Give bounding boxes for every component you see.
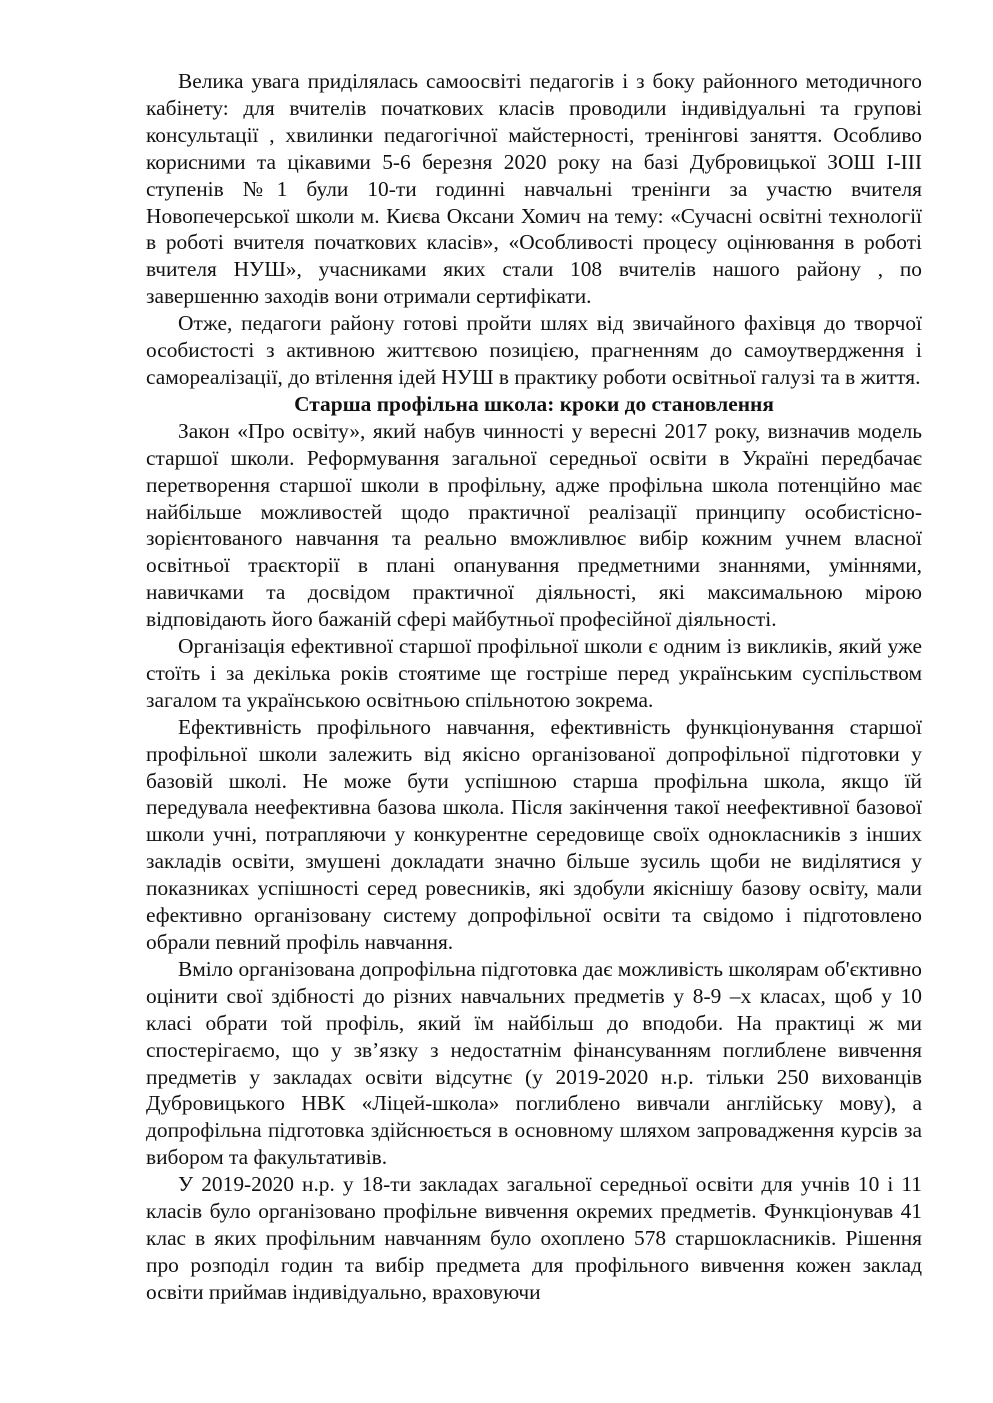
paragraph-conclusion: Отже, педагоги району готові пройти шлях від звичайного фахівця до творчої особистості з активною життєвою позицією, прагненням до самоутвердження і самореалізації, до втілення ідей НУШ в практику роботи освітньої галузі та в життя. [146,311,922,389]
section-heading: Старша профільна школа: кроки до становлення [294,391,774,416]
document-body [146,68,922,1306]
paragraph-statistics: У 2019-2020 н.р. у 18-ти закладах загальної середньої освіти для учнів 10 і 11 класів було організовано профільне вивчення окремих предметів. Функціонував 41 клас в яких профільним навчанням було охоплено 578 старшокласників. Рішення про розподіл годин та вибір предмета для профільного вивчення кожен заклад освіти приймав індивідуально, враховуючи [146,1172,922,1304]
paragraph-effectiveness: Ефективність профільного навчання, ефективність функціонування старшої профільної школи залежить від якісно організованої допрофільної підготовки у базовій школі. Не може бути успішною старша профільна школа, якщо їй передувала неефективна базова школа. Після закінчення такої неефективної базової школи учні, потрапляючи у конкурентне середовище своїх однокласників з інших закладів освіти, змушені докладати значно більше зусиль щоби не виділятися у показниках успішності серед ровесників, які здобули якіснішу базову освіту, мали ефективно організовану систему допрофільної освіти та свідомо і підготовлено обрали певний профіль навчання. [146,714,922,954]
paragraph-pre-profile-training: Вміло організована допрофільна підготовка дає можливість школярам об'єктивно оцінити свої здібності до різних навчальних предметів у 8-9 –х класах, щоб у 10 класі обрати той профіль, який їм найбільш до вподоби. На практиці ж ми спостерігаємо, що у зв’язку з недостатнім фінансуванням поглиблене вивчення предметів у закладах освіти відсутнє (у 2019-2020 н.р. тільки 250 вихованців Дубровицького НВК «Ліцей-школа» поглиблено вивчали англійську мову), а допрофільна підготовка здійснюється в основному шляхом запровадження курсів за вибором та факультативів. [146,956,922,1170]
paragraph-organization: Організація ефективної старшої профільної школи є одним із викликів, який уже стоїть і за декілька років стоятиме ще гостріше перед українським суспільством загалом та українською освітньою спільнотою зокрема. [146,634,922,712]
paragraph-self-education: Велика увага приділялась самоосвіті педагогів і з боку районного методичного кабінету: для вчителів початкових класів проводили індивідуальні та групові консультації , хвилинки педагогічної майстерності, тренінгові заняття. Особливо корисними та цікавими 5-6 березня 2020 року на базі Дубровицької ЗОШ І-ІІІ ступенів №1 були 10-ти годинні навчальні тренінги за участю вчителя Новопечерської школи м. Києва Оксани Хомич на тему: «Сучасні освітні технології в роботі вчителя початкових класів», «Особливості процесу оцінювання в роботі вчителя НУШ», учасниками яких стали 108 вчителів нашого району , по завершенню заходів вони отримали сертифікати. [146,69,922,309]
paragraph-law-on-education: Закон «Про освіту», який набув чинності у вересні 2017 року, визначив модель старшої школи. Реформування загальної середньої освіти в Україні передбачає перетворення старшої школи в профільну, адже профільна школа потенційно має найбільше можливостей щодо практичної реалізації принципу особистісно-зорієнтованого навчання та реально вможливлює вибір кожним учнем власної освітньої траєкторії в плані опанування предметними знаннями, уміннями, навичками та досвідом практичної діяльності, які максимальною мірою відповідають його бажаній сфері майбутньої професійної діяльності. [146,418,922,632]
